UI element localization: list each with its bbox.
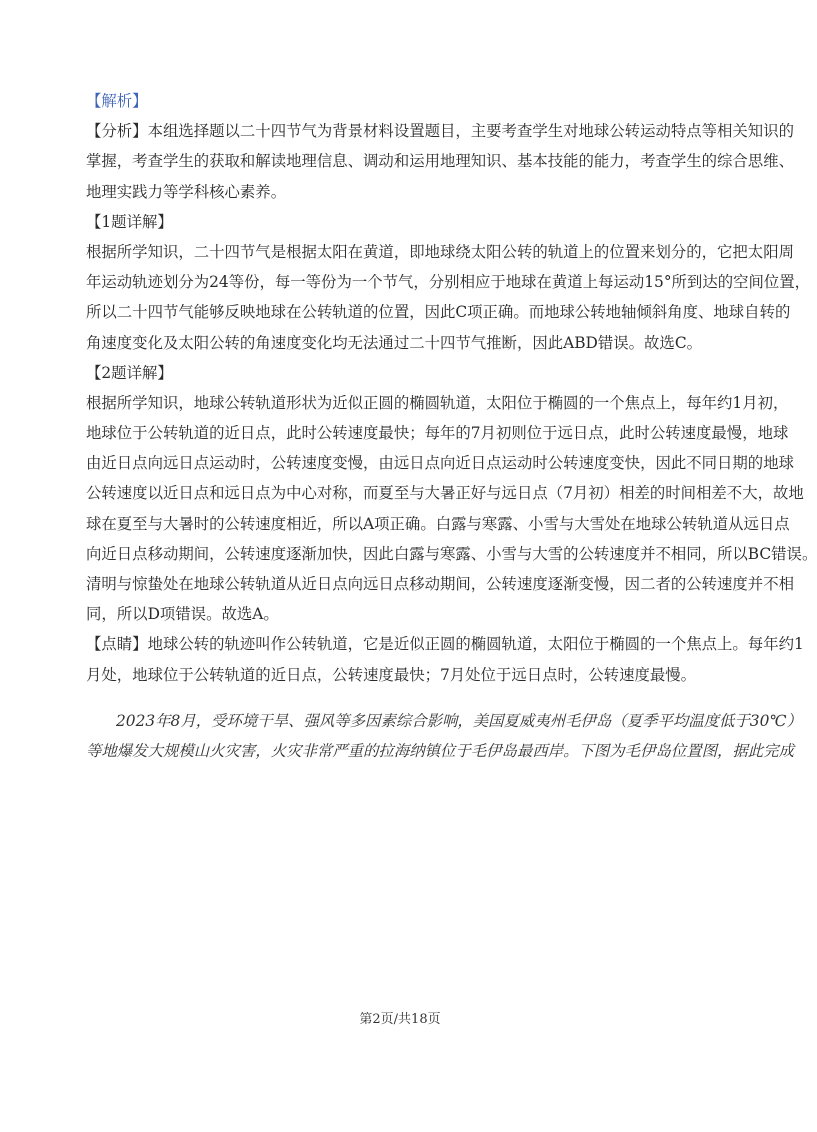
- intro-line: 2023年8月，受环境干旱、强风等多因素综合影响，美国夏威夷州毛伊岛（夏季平均温度低于30℃）: [116, 712, 802, 730]
- q2-line: 同，所以D项错误。故选A。: [86, 605, 279, 624]
- q2-line: 公转速度以近日点和远日点为中心对称，而夏至与大暑正好与远日点（7月初）相差的时间相差不大，故地: [86, 484, 804, 503]
- intro-line: 等地爆发大规模山火灾害，火灾非常严重的拉海纳镇位于毛伊岛最西岸。下图为毛伊岛位置图，据此完成: [86, 742, 794, 761]
- q1-line: 角速度变化及太阳公转的角速度变化均无法通过二十四节气推断，因此ABD错误。故选C。: [86, 333, 702, 352]
- dianjing-line: 月处，地球位于公转轨道的近日点，公转速度最快；7月处位于远日点时，公转速度最慢。: [86, 665, 697, 684]
- next-question-intro: [86, 706, 802, 766]
- dianjing-line: 【点睛】地球公转的轨迹叫作公转轨道，它是近似正圆的椭圆轨道，太阳位于椭圆的一个焦点上。每年约1: [86, 635, 804, 654]
- q1-line: 所以二十四节气能够反映地球在公转轨道的位置，因此C项正确。而地球公转地轴倾斜角度、地球自转的: [86, 303, 791, 322]
- fenxi-line: 地理实践力等学科核心素养。: [86, 182, 287, 201]
- q1-line: 根据所学知识，二十四节气是根据太阳在黄道，即地球绕太阳公转的轨道上的位置来划分的，它把太阳周: [86, 242, 794, 261]
- fenxi-line: 【分析】本组选择题以二十四节气为背景材料设置题目，主要考查学生对地球公转运动特点等相关知识的: [86, 122, 794, 141]
- q2-line: 向近日点移动期间，公转速度逐渐加快，因此白露与寒露、小雪与大雪的公转速度并不相同，所以BC错误。: [86, 544, 817, 563]
- q2-line: 由近日点向远日点运动时，公转速度变慢，由远日点向近日点运动时公转速度变快，因此不同日期的地球: [86, 454, 794, 473]
- page-number: 第2页/共18页: [359, 1012, 441, 1027]
- q2-line: 球在夏至与大暑时的公转速度相近，所以A项正确。白露与寒露、小雪与大雪处在地球公转轨道从远日点: [86, 514, 790, 533]
- q2-line: 地球位于公转轨道的近日点，此时公转速度最快；每年的7月初则位于远日点，此时公转速度最慢，地球: [86, 424, 789, 443]
- q1-line: 年运动轨迹划分为24等份，每一等份为一个节气，分别相应于地球在黄道上每运动15°所到达的空间位置，: [86, 273, 811, 292]
- q2-line: 根据所学知识，地球公转轨道形状为近似正圆的椭圆轨道，太阳位于椭圆的一个焦点上，每年约1月初，: [86, 393, 789, 412]
- jiexi-tag: 【解析】: [86, 92, 148, 110]
- q2-line: 清明与惊蛰处在地球公转轨道从近日点向远日点移动期间，公转速度逐渐变慢，因二者的公转速度并不相: [86, 575, 794, 593]
- q1-heading: 【1题详解】: [86, 212, 173, 231]
- q2-heading: 【2题详解】: [86, 363, 173, 382]
- fenxi-line: 掌握，考查学生的获取和解读地理信息、调动和运用地理知识、基本技能的能力，考查学生的综合思维、: [86, 152, 794, 171]
- answer-explanation: [86, 86, 817, 690]
